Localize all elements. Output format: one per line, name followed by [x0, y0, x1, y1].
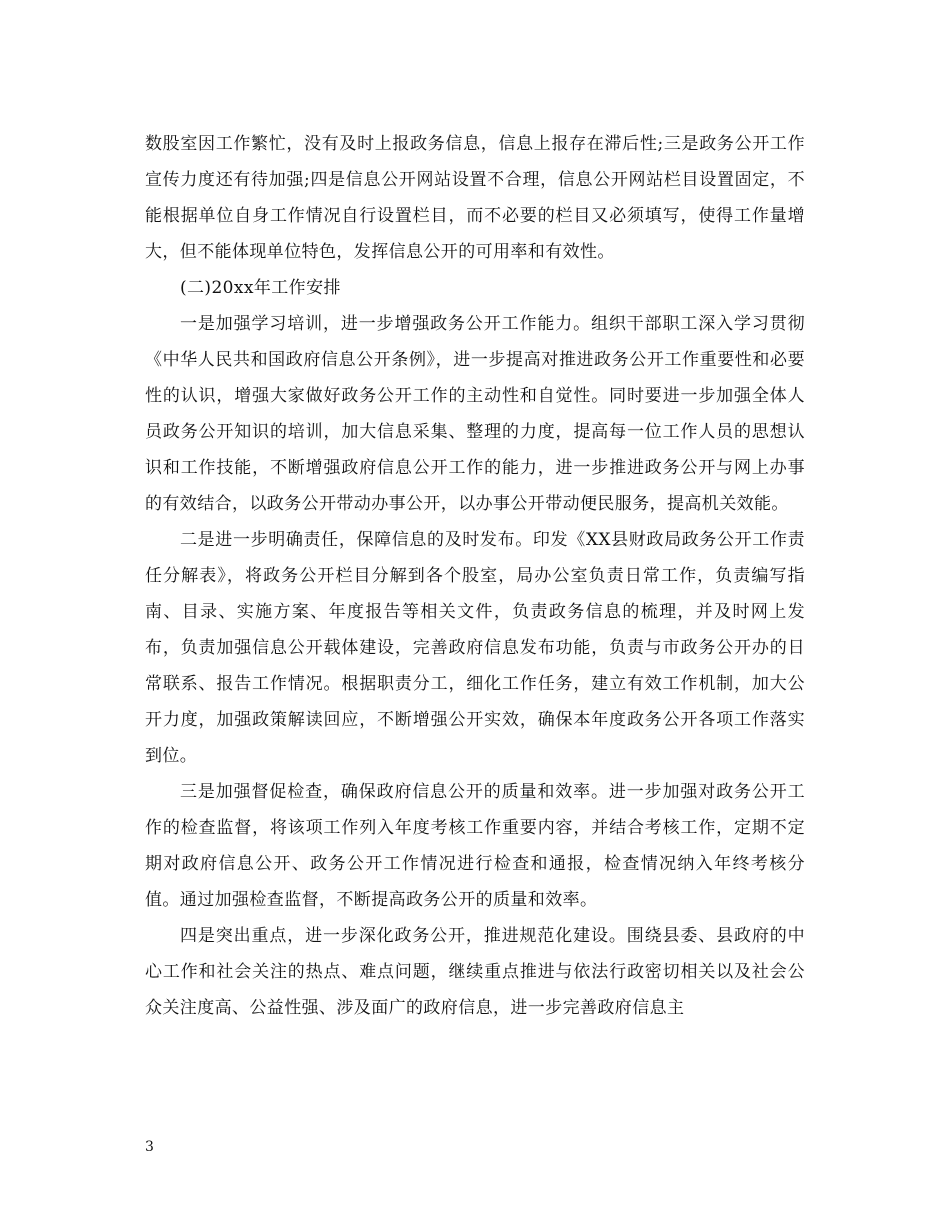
page-number: 3 [145, 1139, 154, 1155]
paragraph-continuation: 数股室因工作繁忙，没有及时上报政务信息，信息上报存在滞后性;三是政务公开工作宣传力度还有待加强;四是信息公开网站设置不合理，信息公开网站栏目设置固定，不能根据单位自身工作情况自行设置栏目，而不必要的栏目又必须填写，使得工作量增大，但不能体现单位特色，发挥信息公开的可用率和有效性。 [145, 134, 805, 262]
paragraph-responsibility: 二是进一步明确责任，保障信息的及时发布。印发《XX县财政局政务公开工作责任分解表》，将政务公开栏目分解到各个股室，局办公室负责日常工作，负责编写指南、目录、实施方案、年度报告等相关文件，负责政务信息的梳理，并及时网上发布，负责加强信息公开载体建设，完善政府信息发布功能，负责与市政务公开办的日常联系、报告工作情况。根据职责分工，细化工作任务，建立有效工作机制，加大公开力度，加强政策解读回应，不断增强公开实效，确保本年度政务公开各项工作落实到位。 [145, 530, 805, 766]
section-heading: (二)20xx年工作安排 [180, 278, 341, 298]
paragraph-inspection: 三是加强督促检查，确保政府信息公开的质量和效率。进一步加强对政务公开工作的检查监督，将该项工作列入年度考核工作重要内容，并结合考核工作，定期不定期对政府信息公开、政务公开工作情况进行检查和通报，检查情况纳入年终考核分值。通过加强检查监督，不断提高政务公开的质量和效率。 [145, 782, 805, 910]
paragraph-focus: 四是突出重点，进一步深化政务公开，推进规范化建设。围绕县委、县政府的中心工作和社会关注的热点、难点问题，继续重点推进与依法行政密切相关以及社会公众关注度高、公益性强、涉及面广的政府信息，进一步完善政府信息主 [145, 926, 805, 1018]
paragraph-training: 一是加强学习培训，进一步增强政务公开工作能力。组织干部职工深入学习贯彻《中华人民共和国政府信息公开条例》，进一步提高对推进政务公开工作重要性和必要性的认识，增强大家做好政务公开工作的主动性和自觉性。同时要进一步加强全体人员政务公开知识的培训，加大信息采集、整理的力度，提高每一位工作人员的思想认识和工作技能，不断增强政府信息公开工作的能力，进一步推进政务公开与网上办事的有效结合，以政务公开带动办事公开，以办事公开带动便民服务，提高机关效能。 [145, 314, 805, 514]
document-body [145, 126, 805, 1026]
